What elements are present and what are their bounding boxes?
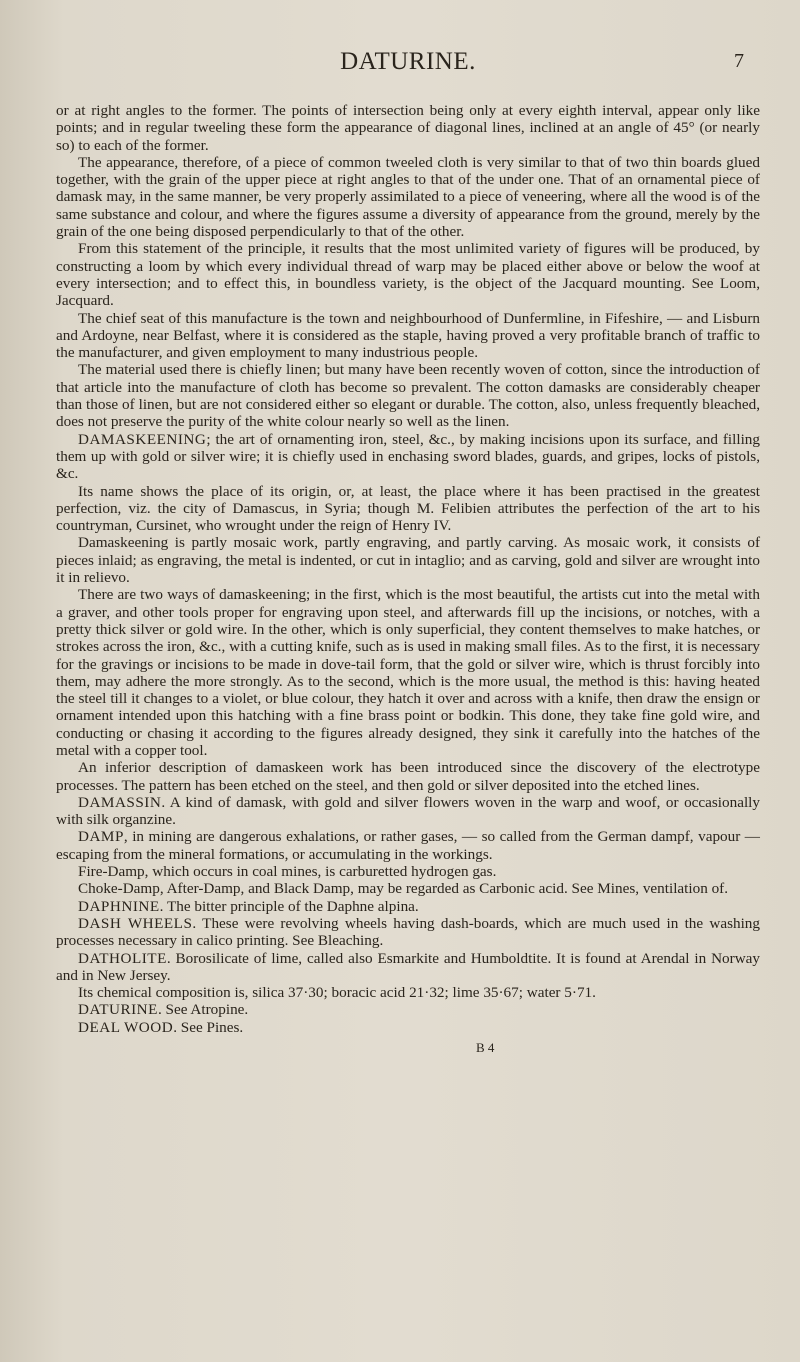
paragraph-text: Choke-Damp, After-Damp, and Black Damp, may be regarded as Carbonic acid. See Mines, ventilation of. [78, 880, 729, 898]
paragraph [56, 984, 760, 1001]
entry-damp [56, 828, 760, 863]
running-head [56, 30, 760, 75]
headword: DAMASSIN [78, 793, 162, 811]
page-number: 7 [734, 50, 744, 72]
paragraph-text: From this statement of the principle, it results that the most unlimited variety of figures will be produced, by constructing a loom by which every individual thread of warp may be placed either above or below the woof at every intersection; and to effect this, in boundless variety, is the object of the Jacquard mounting. See Loom, Jacquard. [56, 240, 760, 310]
paragraph-text: or at right angles to the former. The points of intersection being only at every eighth interval, appear only like points; and in regular tweeling these form the appearance of diagonal lines, inclined at an angle of 45° (or nearly so) to each of the former. [56, 102, 760, 154]
paragraph [56, 102, 760, 154]
headword: DATHOLITE [78, 949, 167, 967]
paragraph [56, 310, 760, 362]
entry-text: ; the art of ornamenting iron, steel, &c., by making incisions upon its surface, and filling them up with gold or silver wire; it is chiefly used in enchasing sword blades, guards, and gripes, locks of pistols, &c. [56, 430, 760, 483]
paragraph-text: The appearance, therefore, of a piece of common tweeled cloth is very similar to that of two thin boards glued together, with the grain of the upper piece at right angles to that of the under one. That of an ornamental piece of damask may, in the same manner, be very properly assimilated to a piece of veneering, where all the wood is of the same substance and colour, and where the figures assume a diversity of appearance from the ground, merely by the grain of the one being disposed perpendicularly to that of the other. [56, 153, 760, 241]
paragraph [56, 759, 760, 794]
entry-daturine [56, 1001, 760, 1018]
paragraph-text: The material used there is chiefly linen; but many have been recently woven of cotton, since the introduction of that article into the manufacture of cloth has become so prevalent. The cotton damasks are considerably cheaper than those of linen, but are not considered either so elegant or durable. The cotton, also, unless frequently bleached, does not preserve the purity of the white colour nearly so well as the linen. [56, 361, 760, 431]
running-title: DATURINE. [340, 48, 476, 75]
paragraph [56, 483, 760, 535]
signature-mark: B 4 [476, 1040, 495, 1056]
paragraph [56, 154, 760, 240]
paragraph-text: An inferior description of damaskeen work has been introduced since the discovery of the electrotype processes. The pattern has been etched on the steel, and then gold or silver deposited into the etched lines. [56, 759, 760, 794]
entry-dash-wheels [56, 915, 760, 950]
entry-text: , in mining are dangerous exhalations, or rather gases, — so called from the German dampf, vapour — escaping from the mineral formations, or accumulating in the workings. [56, 828, 760, 863]
headword: DAMASKEENING [78, 430, 207, 448]
paragraph [56, 880, 760, 897]
paragraph-text: There are two ways of damaskeening; in the first, which is the most beautiful, the artists cut into the metal with a graver, and other tools proper for engraving upon steel, and afterwards fill up the incisions, or notches, with a pretty thick silver or gold wire. In the other, which is only superficial, they content themselves to make hatches, or strokes across the iron, &c., with a cutting knife, such as is used in making small files. As to the first, it is necessary for the gravings or incisions to be made in dove-tail form, that the gold or silver wire, which is thrust forcibly into them, may adhere the more strongly. As to the second, which is the more usual, the method is this: having heated the steel till it changes to a violet, or blue colour, they hatch it over and across with a knife, then draw the ensign or ornament intended upon this hatching with a fine brass point or bodkin. This done, they take fine gold wire, and conducting or chasing it according to the figures already designed, they sink it carefully into the hatches of the metal with a copper tool. [56, 586, 760, 759]
headword: DATURINE [78, 1001, 158, 1019]
paragraph-text: Fire-Damp, which occurs in coal mines, is carburetted hydrogen gas. [78, 863, 497, 881]
headword: DEAL WOOD [78, 1018, 174, 1036]
entry-text: . See Pines. [173, 1018, 244, 1036]
headword: DASH WHEELS [78, 914, 193, 932]
entry-deal-wood [56, 1019, 760, 1036]
paragraph [56, 586, 760, 759]
entry-text: . A kind of damask, with gold and silver flowers woven in the warp and woof, or occasionally with silk organzine. [56, 793, 760, 829]
entry-damaskeening [56, 431, 760, 483]
headword: DAPHNINE [78, 897, 160, 915]
paragraph [56, 361, 760, 430]
headword: DAMP [78, 828, 124, 846]
entry-text: . The bitter principle of the Daphne alpina. [159, 897, 419, 915]
paragraph-text: Damaskeening is partly mosaic work, partly engraving, and partly carving. As mosaic work, it consists of pieces inlaid; as engraving, the metal is indented, or cut in intaglio; and as carving, gold and silver are wrought into it in relievo. [56, 534, 760, 587]
body-text [56, 102, 760, 1036]
paragraph [56, 534, 760, 586]
paragraph [56, 863, 760, 880]
entry-text: . These were revolving wheels having dash-boards, which are much used in the washing processes necessary in calico printing. See Bleaching. [56, 914, 760, 950]
paragraph-text: Its chemical composition is, silica 37·30; boracic acid 21·32; lime 35·67; water 5·71. [78, 984, 596, 1002]
entry-damassin [56, 794, 760, 829]
paragraph-text: The chief seat of this manufacture is the town and neighbourhood of Dunfermline, in Fifeshire, — and Lisburn and Ardoyne, near Belfast, where it is considered as the staple, having proved a very profitable branch of traffic to the manufacturer, and given employment to many industrious people. [56, 309, 760, 362]
entry-text: . Borosilicate of lime, called also Esmarkite and Humboldtite. It is found at Arendal in Norway and in New Jersey. [56, 949, 760, 984]
paragraph-text: Its name shows the place of its origin, or, at least, the place where it has been practised in the greatest perfection, viz. the city of Damascus, in Syria; though M. Felibien attributes the perfection of the art to his countryman, Cursinet, who wrought under the reign of Henry IV. [56, 482, 760, 535]
paragraph [56, 240, 760, 309]
entry-daphnine [56, 898, 760, 915]
entry-text: . See Atropine. [157, 1001, 249, 1019]
entry-datholite [56, 950, 760, 985]
